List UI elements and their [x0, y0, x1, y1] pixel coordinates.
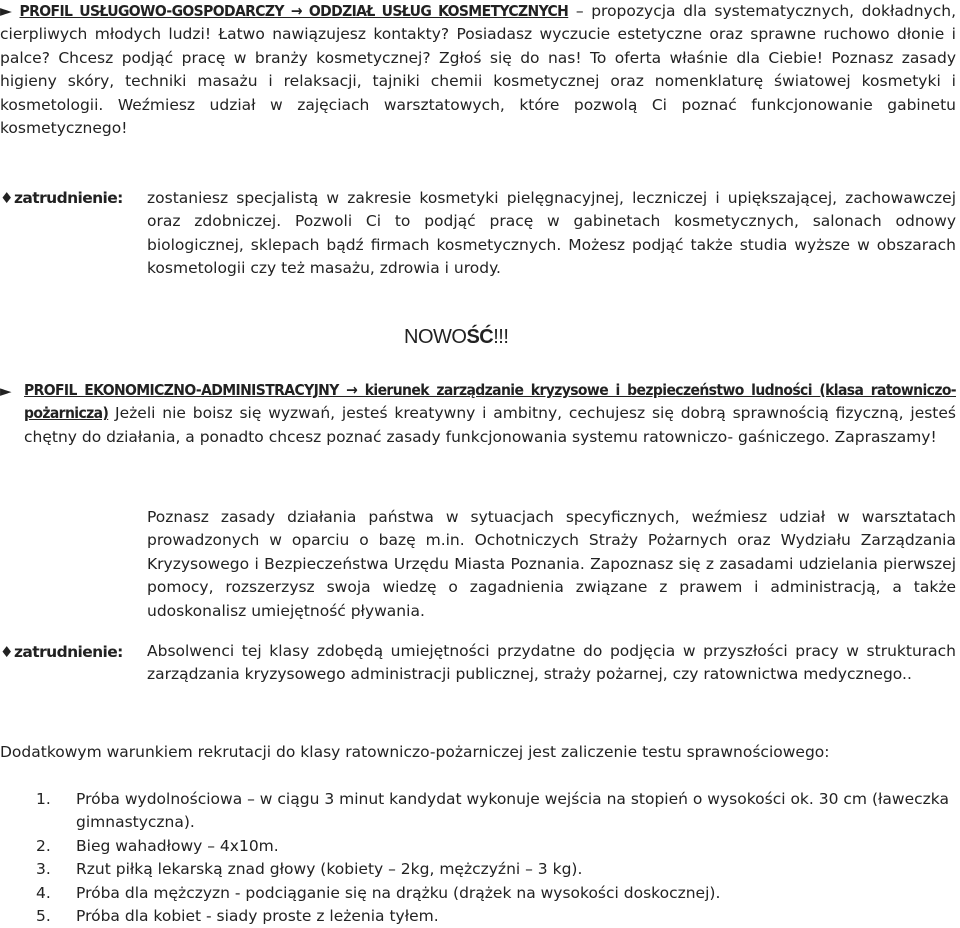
- section-arrow-icon: ►: [0, 2, 12, 20]
- list-item-text: Próba dla mężczyzn - podciąganie się na drążku (drążek na wysokości doskocznej).: [76, 883, 721, 902]
- list-item: [36, 858, 956, 881]
- profile-economic-heading: PROFIL EKONOMICZNO-ADMINISTRACYJNY → kierunek zarządzanie kryzysowe i bezpieczeństwo ludności (klasa ratowniczo-pożarnicza): [24, 381, 956, 423]
- list-item-text: Bieg wahadłowy – 4x10m.: [76, 836, 279, 855]
- employment-text: Absolwenci tej klasy zdobędą umiejętności przydatne do podjęcia w przyszłości pracy w strukturach zarządzania kryzysowego administracji publicznej, straży pożarnej, czy ratownictwa medycznego..: [147, 642, 956, 684]
- profile-economic-section: [24, 379, 956, 449]
- recruitment-condition-text: Dodatkowym warunkiem rekrutacji do klasy ratowniczo-pożarniczej jest zaliczenie testu sprawnościowego:: [0, 743, 830, 761]
- diamond-bullet-icon: ♦: [0, 189, 14, 207]
- profile-economic-intro: Jeżeli nie boisz się wyzwań, jesteś kreatywny i ambitny, cechujesz się dobrą sprawnością fizyczną, jesteś chętny do działania, a ponadto chcesz poznać zasady funkcjonowania systemu ratowniczo- gaśniczego. Zapraszamy!: [24, 404, 956, 446]
- profile-services-heading: PROFIL USŁUGOWO-GOSPODARCZY → ODDZIAŁ USŁUG KOSMETYCZNYCH: [19, 2, 569, 20]
- fitness-test-list: [36, 788, 956, 928]
- list-item-text: Próba wydolnościowa – w ciągu 3 minut kandydat wykonuje wejścia na stopień o wysokości ok. 30 cm (ławeczka gimnastyczna).: [76, 790, 949, 832]
- list-item-number: 3.: [36, 860, 51, 879]
- list-item-text: Próba dla kobiet - siady proste z leżenia tyłem.: [76, 907, 439, 926]
- diamond-bullet-icon: ♦: [0, 643, 14, 661]
- list-item: [36, 905, 956, 928]
- novelty-banner: [404, 326, 508, 349]
- list-item: [36, 788, 956, 835]
- novelty-prefix: NOWO: [404, 326, 467, 348]
- list-item-number: 1.: [36, 790, 51, 808]
- list-item: [36, 882, 956, 905]
- section-arrow-icon: ►: [0, 382, 12, 400]
- profile-services-section: [0, 0, 956, 140]
- profile-services-intro: – propozycja dla systematycznych, dokładnych, cierpliwych młodych ludzi! Łatwo nawiązujesz kontakty? Posiadasz wyczucie estetyczne oraz sprawne ruchowo dłonie i palce? Chcesz podjąć pracę w branży kosmetycznej? Zgłoś się do nas! To oferta właśnie dla Ciebie! Poznasz zasady higieny skóry, techniki masażu i relaksacji, tajniki chemii kosmetycznej oraz nomenklaturę światowej kosmetyki i kosmetologii. Weźmiesz udział w zajęciach warsztatowych, które pozwolą Ci poznać funkcjonowanie gabinetu kosmetycznego!: [0, 2, 956, 138]
- list-item-text: Rzut piłką lekarską znad głowy (kobiety – 2kg, mężczyźni – 3 kg).: [76, 860, 583, 879]
- list-item-number: 2.: [36, 836, 51, 855]
- employment-label: zatrudnienie:: [14, 189, 123, 207]
- list-item-number: 5.: [36, 907, 51, 926]
- list-item: [36, 835, 956, 858]
- novelty-bold: ŚĆ: [466, 326, 494, 348]
- list-item-number: 4.: [36, 883, 51, 902]
- profile-economic-paragraph: Poznasz zasady działania państwa w sytuacjach specyficznych, weźmiesz udział w warsztatach prowadzonych w oparciu o bazę m.in. Ochotniczych Straży Pożarnych oraz Wydziału Zarządzania Kryzysowego i Bezpieczeństwa Urzędu Miasta Poznania. Zapoznasz się z zasadami udzielania pierwszej pomocy, rozszerzysz swoja wiedzę o zagadnienia związane z prawem i administracją, a także udoskonalisz umiejętność pływania.: [147, 508, 956, 620]
- employment-text: zostaniesz specjalistą w zakresie kosmetyki pielęgnacyjnej, leczniczej i upiększającej, zachowawczej oraz zdobniczej. Pozwoli Ci to podjąć pracę w gabinetach kosmetycznych, salonach odnowy biologicznej, sklepach bądź firmach kosmetycznych. Możesz podjąć także studia wyższe w obszarach kosmetologii czy też masażu, zdrowia i urody.: [147, 189, 956, 278]
- employment-label: zatrudnienie:: [14, 643, 123, 661]
- novelty-suffix: !!!: [493, 326, 509, 348]
